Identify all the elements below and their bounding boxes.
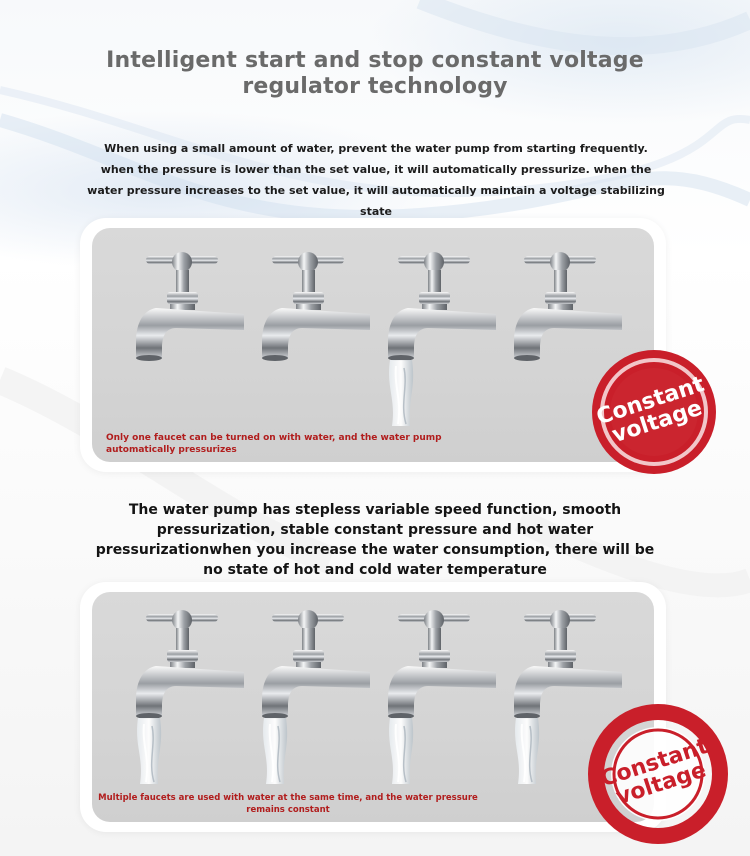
multi-faucet-panel-inner: [92, 592, 654, 822]
page-description: When using a small amount of water, prevent the water pump from starting frequently. when the pressure is lower than the set value, it will automatically pressurize. when the water pressure increases to the set value, it will automatically maintain a voltage stabilizing state: [87, 142, 665, 218]
page-title-line-2: regulator technology: [242, 74, 508, 99]
multi-faucet-panel: [80, 582, 666, 832]
faucet-flowing-icon: [132, 606, 258, 786]
feature-text: The water pump has stepless variable speed function, smooth pressurization, stable constant pressure and hot water pressurizationwhen you increase the water consumption, there will be no state of hot and cold water temperature: [95, 502, 655, 578]
faucet-icon: [258, 248, 384, 428]
faucet-flowing-icon: [258, 606, 384, 786]
faucet-icon: [132, 248, 258, 428]
constant-voltage-stamp-icon: [584, 342, 724, 482]
page-title-line-1: Intelligent start and stop constant voltage: [106, 48, 644, 73]
single-faucet-panel: [80, 218, 666, 472]
constant-voltage-stamp-icon: [588, 704, 728, 844]
stamp-text: Constant voltage: [593, 371, 708, 449]
single-faucet-panel-inner: [92, 228, 654, 462]
multi-faucet-caption: Multiple faucets are used with water at the same time, and the water pressure remains constant: [98, 793, 478, 815]
single-faucet-caption: Only one faucet can be turned on with water, and the water pump automatically pressurizes: [106, 433, 442, 455]
stamp-text: Constant voltage: [597, 733, 712, 811]
faucet-flowing-icon: [384, 248, 510, 428]
faucet-flowing-icon: [384, 606, 510, 786]
page-title: [0, 48, 750, 100]
